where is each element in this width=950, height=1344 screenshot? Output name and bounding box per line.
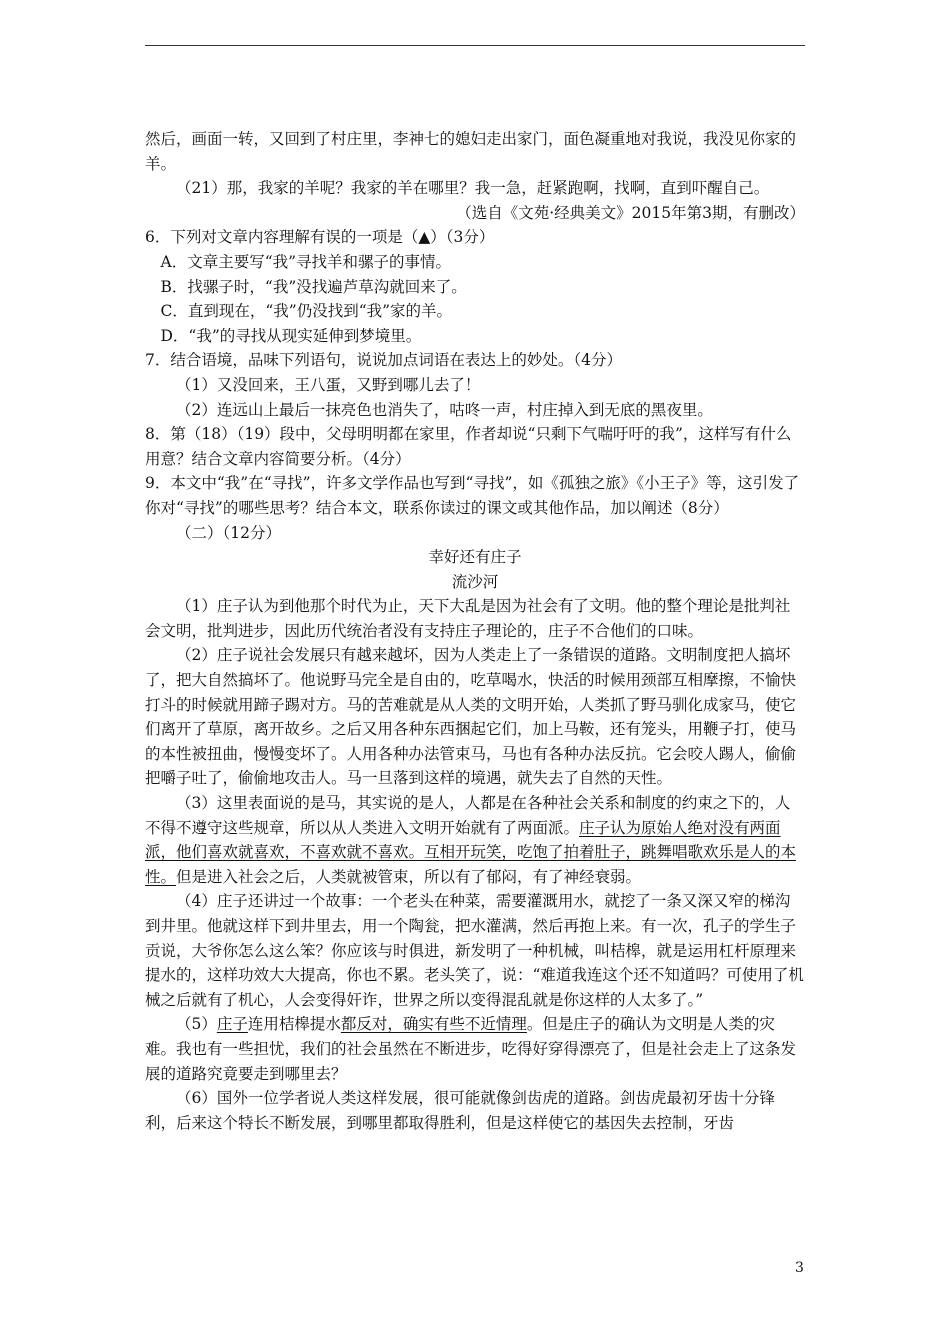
article-title: 幸好还有庄子 <box>428 548 522 567</box>
article-paragraph-2: （2）庄子说社会发展只有越来越坏，因为人类走上了一条错误的道路。文明制度把人搞坏了，把大自然搞坏了。他说野马完全是自由的，吃草喝水，快活的时候用颈部互相摩擦，不愉快打斗的时候就用蹄子踢对方。马的苦难就是从人类的文明开始，人类抓了野马驯化成家马，使它们离开了草原，离开故乡。之后又用各种东西捆起它们，加上马鞍，还有笼头，用鞭子打，使马的本性被扭曲，慢慢变坏了。人用各种办法管束马，马也有各种办法反抗。它会咬人踢人，偷偷把嚼子吐了，偷偷地攻击人。马一旦落到这样的境遇，就失去了自然的天性。 <box>145 646 797 788</box>
article-paragraph-4: （4）庄子还讲过一个故事：一个老头在种菜，需要灌溉用水，就挖了一条又深又窄的梯沟到井里。他就这样下到井里去，用一个陶瓮，把水灌满，然后再抱上来。有一次，孔子的学生子贡说，大爷你怎么这么笨？你应该与时俱进，新发明了一种机械，叫桔槔，就是运用杠杆原理来提水的，这样功效大大提高，你也不累。老头笑了，说：“难道我连这个还不知道吗？可使用了机械之后就有了机心，人会变得奸诈，世界之所以变得混乱就是你这样的人太多了。” <box>145 892 804 1009</box>
question-7-sentence-1: （1）又没回来，王八蛋，又野到哪儿去了！ <box>176 375 481 394</box>
paragraph-5-text-b: 。但是庄子的确认为文明是人类的灾难。我也有一些担忧，我们的社会虽然在不断进步，吃得好穿得漂亮了，但是社会走上了这条发展的道路究竟要走到哪里去？ <box>145 1015 797 1083</box>
passage1-source: （选自《文苑·经典美文》2015年第3期，有删改） <box>456 203 805 222</box>
question-7-stem: 7．结合语境，品味下列语句，说说加点词语在表达上的妙处。（4分） <box>145 351 622 370</box>
question-6-option-c: C．直到现在，“我”仍没找到“我”家的羊。 <box>160 302 453 321</box>
question-6-option-b: B．找骡子时，“我”没找遍芦草沟就回来了。 <box>160 277 467 296</box>
article-paragraph-1: （1）庄子认为到他那个时代为止，天下大乱是因为社会有了文明。他的整个理论是批判社会文明，批判进步，因此历代统治者没有支持庄子理论的，庄子不合他们的口味。 <box>145 597 791 640</box>
header-rule <box>145 45 805 46</box>
question-7-sentence-2: （2）连远山上最后一抹亮色也消失了，咕咚一声，村庄掉入到无底的黑夜里。 <box>176 400 713 419</box>
paragraph-3-text-b: 但是进入社会之后，人类就被管束，所以有了郁闷，有了神经衰弱。 <box>176 867 642 886</box>
paragraph-3-underlined-text: 庄子认为原始人绝对没有两面派，他们喜欢就喜欢，不喜欢就不喜欢。互相开玩笑，吃饱了拍着肚子，跳舞唱歌欢乐是人的本性。 <box>145 818 797 886</box>
passage1-ending-paragraph: 然后，画面一转，又回到了村庄里，李神七的媳妇走出家门，面色凝重地对我说，我没见你家的羊。 <box>145 130 797 173</box>
question-6-option-d: D．“我”的寻找从现实延伸到梦境里。 <box>160 326 422 345</box>
article-author: 流沙河 <box>451 572 499 591</box>
paragraph-3-text-a: （3）这里表面说的是马，其实说的是人，人都是在各种社会关系和制度的约束之下的，人不得不遵守这些规章，所以从人类进入文明开始就有了两面派。 <box>145 794 791 837</box>
page-body <box>145 127 805 1135</box>
section-2-label: （二）（12分） <box>176 523 281 542</box>
paragraph-5-underlined-2: 都反对，确实有些不近情理 <box>340 1015 527 1034</box>
paragraph-5-text-mid: 连用桔槔提水 <box>247 1015 341 1034</box>
paragraph-5-number: （5） <box>176 1015 217 1034</box>
article-paragraph-3 <box>145 791 805 889</box>
page-number: 3 <box>795 1260 804 1276</box>
article-paragraph-5 <box>145 1012 805 1086</box>
question-6-stem: 6．下列对文章内容理解有误的一项是（▲）（3分） <box>145 228 495 247</box>
question-6-option-a: A．文章主要写“我”寻找羊和骡子的事情。 <box>160 252 452 271</box>
question-9: 9．本文中“我”在“寻找”，许多文学作品也写到“寻找”，如《孤独之旅》《小王子》等，这引发了你对“寻找”的哪些思考？结合本文，联系你读过的课文或其他作品，加以阐述（8分） <box>145 474 800 517</box>
article-paragraph-6: （6）国外一位学者说人类这样发展，很可能就像剑齿虎的道路。剑齿虎最初牙齿十分锋利，后来这个特长不断发展，到哪里都取得胜利，但是这样使它的基因失去控制，牙齿 <box>145 1089 775 1132</box>
passage1-paragraph-21: （21）那，我家的羊呢？我家的羊在哪里？我一急，赶紧跑啊，找啊，直到吓醒自己。 <box>176 179 770 198</box>
paragraph-5-underlined-1: 庄子 <box>216 1015 248 1034</box>
question-8: 8．第（18）（19）段中，父母明明都在家里，作者却说“只剩下气喘吁吁的我”，这样写有什么用意？结合文章内容简要分析。（4分） <box>145 425 792 468</box>
